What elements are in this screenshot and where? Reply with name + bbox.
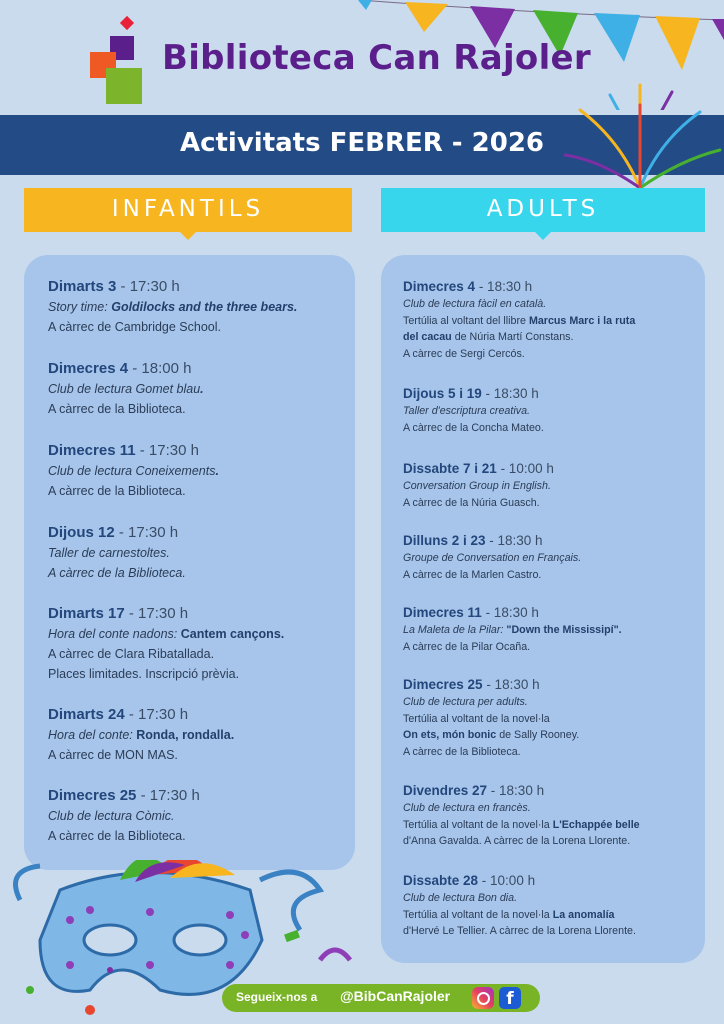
event-desc: Tertúlia al voltant de la novel·la: [403, 818, 553, 831]
event-item: [403, 532, 581, 583]
event-item: [48, 604, 284, 684]
event-desc-bold: Ronda, rondalla.: [136, 728, 235, 742]
event-item: [403, 872, 636, 940]
event-day: Dimecres 4: [403, 279, 476, 294]
event-time: - 17:30 h: [136, 787, 200, 804]
event-day: Dimecres 25: [403, 677, 483, 692]
event-host: A càrrec de la Biblioteca.: [403, 745, 521, 758]
event-time: - 17:30 h: [116, 278, 180, 295]
event-desc: Club de lectura Còmic.: [48, 809, 175, 823]
event-time: - 18:00 h: [128, 360, 192, 377]
event-day: Dissabte 28: [403, 873, 479, 888]
event-time: - 17:30 h: [114, 524, 179, 541]
event-day: Dimecres 11: [403, 605, 482, 620]
event-desc: Conversation Group in English.: [403, 480, 551, 492]
event-desc-bold: Cantem cançons.: [180, 627, 285, 641]
event-time: - 18:30 h: [487, 783, 545, 798]
event-desc: Tertúlia al voltant del llibre: [403, 314, 529, 327]
event-host-name: Clara Ribatallada.: [114, 647, 215, 661]
event-desc-bold: Goldilocks and the three bears.: [111, 300, 298, 314]
event-item: [403, 460, 554, 511]
event-host: A càrrec de la Biblioteca.: [48, 829, 186, 843]
event-desc: Hora del conte nadons:: [48, 627, 181, 641]
event-desc: Story time:: [48, 300, 112, 314]
event-item: [403, 676, 579, 760]
event-note: Places limitades. Inscripció prèvia.: [48, 667, 240, 681]
event-day: Dimarts 17: [48, 605, 125, 622]
event-time: - 10:00 h: [478, 873, 536, 888]
event-item: [403, 385, 544, 436]
book-title: L'Echappée belle: [552, 818, 640, 831]
book-author: de Núria Martí Constans.: [451, 331, 574, 343]
event-desc: Taller de carnestoltes.: [48, 546, 170, 560]
event-desc: Tertúlia al voltant de la novel·la: [403, 908, 553, 921]
event-host: A càrrec de Cambridge School.: [48, 320, 222, 334]
event-desc: Club de lectura fàcil en català.: [403, 298, 547, 310]
event-desc: Tertúlia al voltant de la novel·la: [403, 712, 550, 725]
event-day: Dijous 12: [48, 524, 115, 541]
event-item: [403, 278, 635, 362]
event-desc-bold: .: [215, 464, 219, 478]
event-item: [48, 277, 297, 337]
event-time: - 10:00 h: [496, 461, 554, 476]
event-time: - 18:30 h: [482, 677, 540, 692]
event-day: Dimarts 24: [48, 706, 125, 723]
event-time: - 17:30 h: [135, 442, 199, 459]
event-day: Dimecres 4: [48, 360, 129, 377]
event-host: A càrrec de MON MAS.: [48, 748, 178, 762]
event-item: [403, 782, 640, 850]
infantils-panel: [24, 255, 355, 870]
event-desc: Taller d'escriptura creativa.: [403, 405, 530, 417]
event-day: Dijous 5 i 19: [403, 386, 482, 401]
event-desc: Club de lectura Bon dia.: [403, 892, 518, 904]
book-title: del cacau: [403, 331, 452, 343]
event-time: - 18:30 h: [481, 386, 539, 401]
event-day: Dimecres 11: [48, 442, 136, 459]
event-desc: Groupe de Conversation en Français.: [403, 552, 582, 564]
event-host: A càrrec de la Marlen Castro.: [403, 568, 542, 581]
event-day: Dissabte 7 i 21: [403, 461, 497, 476]
event-host: A càrrec de la Biblioteca.: [48, 566, 186, 580]
follow-label: Segueix-nos a: [236, 990, 318, 1004]
event-desc: Club de lectura Gomet blau: [48, 382, 201, 396]
event-host: d'Anna Gavalda. A càrrec de la Lorena Llorente.: [403, 835, 631, 847]
event-day: Dilluns 2 i 23: [403, 533, 486, 548]
event-time: - 18:30 h: [481, 605, 539, 620]
event-desc: Club de lectura en francès.: [403, 802, 531, 814]
event-host: A càrrec de: [48, 647, 115, 661]
event-host: A càrrec de la Pilar Ocaña.: [403, 640, 531, 653]
event-desc: La Maleta de la Pilar:: [403, 624, 507, 636]
event-time: - 17:30 h: [124, 706, 189, 723]
event-host: A càrrec de la Biblioteca.: [48, 484, 186, 498]
event-host: A càrrec de Sergi Cercós.: [403, 347, 525, 360]
library-title: Biblioteca Can Rajoler: [162, 38, 591, 78]
social-handle[interactable]: @BibCanRajoler: [340, 988, 451, 1004]
facebook-icon[interactable]: f: [499, 987, 521, 1009]
event-item: [48, 441, 219, 501]
tab-adults: ADULTS: [381, 188, 705, 232]
event-time: - 17:30 h: [124, 605, 189, 622]
event-item: [48, 359, 204, 419]
tab-infantils: INFANTILS: [24, 188, 352, 232]
instagram-icon[interactable]: [472, 987, 494, 1009]
event-host: A càrrec de la Biblioteca.: [48, 402, 186, 416]
event-day: Dimecres 25: [48, 787, 137, 804]
event-day: Divendres 27: [403, 783, 488, 798]
month-title: Activitats FEBRER - 2026: [179, 128, 545, 158]
event-desc: Club de lectura per adults.: [403, 696, 528, 708]
event-host: A càrrec de la Núria Guasch.: [403, 496, 540, 509]
event-item: [48, 705, 234, 765]
event-host: A càrrec de la Concha Mateo.: [403, 421, 544, 434]
library-logo: [90, 18, 150, 104]
event-item: [48, 523, 186, 583]
event-time: - 18:30 h: [475, 279, 533, 294]
book-title: On ets, món bonic: [403, 729, 497, 741]
book-title: Marcus Marc i la ruta: [528, 314, 636, 327]
event-desc-bold: "Down the Mississipí".: [506, 624, 622, 636]
event-desc: Club de lectura Coneixements: [48, 464, 216, 478]
book-title: La anomalía: [552, 908, 615, 921]
event-host: d'Hervé Le Tellier. A càrrec de la Lorena Llorente.: [403, 925, 636, 937]
event-desc-bold: .: [200, 382, 204, 396]
event-day: Dimarts 3: [48, 278, 117, 295]
event-desc: Hora del conte:: [48, 728, 137, 742]
event-time: - 18:30 h: [485, 533, 543, 548]
event-item: [403, 604, 622, 655]
book-author: de Sally Rooney.: [496, 729, 580, 741]
adults-panel: [381, 255, 705, 963]
event-item: [48, 786, 200, 846]
